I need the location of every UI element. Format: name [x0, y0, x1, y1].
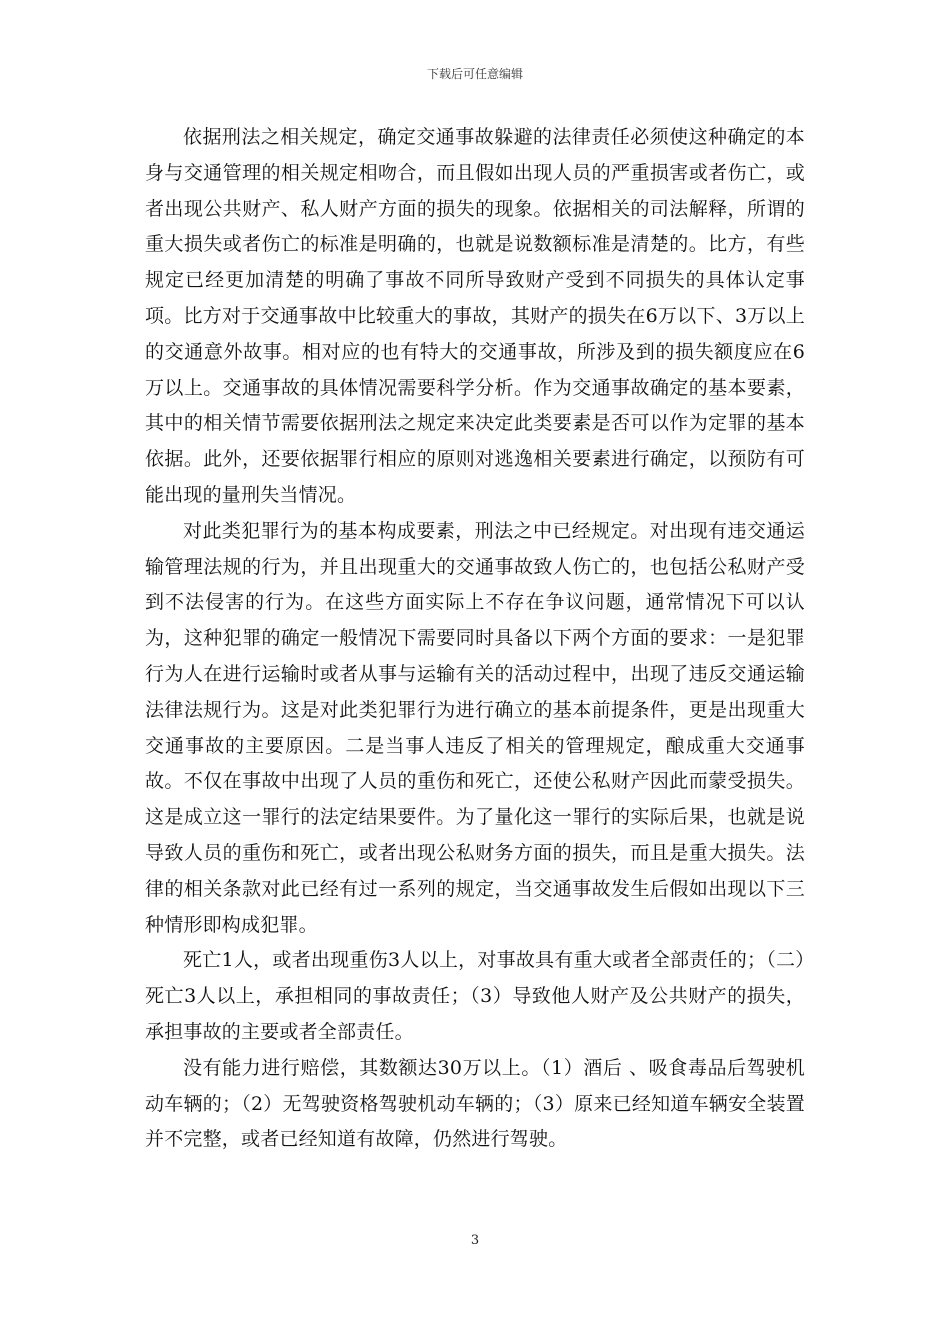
document-body — [145, 120, 805, 1158]
page-number: 3 — [470, 1233, 480, 1248]
paragraph-crime-elements: 对此类犯罪行为的基本构成要素，刑法之中已经规定。对出现有违交通运输管理法规的行为，并且出现重大的交通事故致人伤亡的，也包括公私财产受到不法侵害的行为。在这些方面实际上不存在争议问题，通常情况下可以认为，这种犯罪的确定一般情况下需要同时具备以下两个方面的要求：一是犯罪行为人在进行运输时或者从事与运输有关的活动过程中，出现了违反交通运输法律法规行为。这是对此类犯罪行为进行确立的基本前提条件，更是出现重大交通事故的主要原因。二是当事人违反了相关的管理规定，酿成重大交通事故。不仅在事故中出现了人员的重伤和死亡，还使公私财产因此而蒙受损失。这是成立这一罪行的法定结果要件。为了量化这一罪行的实际后果，也就是说导致人员的重伤和死亡，或者出现公私财务方面的损失，而且是重大损失。法律的相关条款对此已经有过一系列的规定，当交通事故发生后假如出现以下三种情形即构成犯罪。 — [145, 519, 805, 936]
paragraph-compensation-conditions: 没有能力进行赔偿，其数额达30万以上。（1）酒后 、吸食毒品后驾驶机动车辆的；（2）无驾驶资格驾驶机动车辆的；（3）原来已经知道车辆安全装置并不完整，或者已经知道有故障，仍然进行驾驶。 — [145, 1056, 805, 1151]
paragraph-legal-standards: 依据刑法之相关规定，确定交通事故躲避的法律责任必须使这种确定的本身与交通管理的相关规定相吻合，而且假如出现人员的严重损害或者伤亡，或者出现公共财产、私人财产方面的损失的现象。依据相关的司法解释，所谓的重大损失或者伤亡的标准是明确的，也就是说数额标准是清楚的。比方，有些规定已经更加清楚的明确了事故不同所导致财产受到不同损失的具体认定事项。比方对于交通事故中比较重大的事故，其财产的损失在6万以下、3万以上的交通意外故事。相对应的也有特大的交通事故，所涉及到的损失额度应在6万以上。交通事故的具体情况需要科学分析。作为交通事故确定的基本要素，其中的相关情节需要依据刑法之规定来决定此类要素是否可以作为定罪的基本依据。此外，还要依据罪行相应的原则对逃逸相关要素进行确定，以预防有可能出现的量刑失当情况。 — [145, 126, 805, 506]
page-header: 下载后可任意编辑 — [426, 67, 523, 81]
paragraph-circumstances-list: 死亡1人，或者出现重伤3人以上，对事故具有重大或者全部责任的；（二）死亡3人以上，承担相同的事故责任；（3）导致他人财产及公共财产的损失，承担事故的主要或者全部责任。 — [145, 949, 805, 1043]
